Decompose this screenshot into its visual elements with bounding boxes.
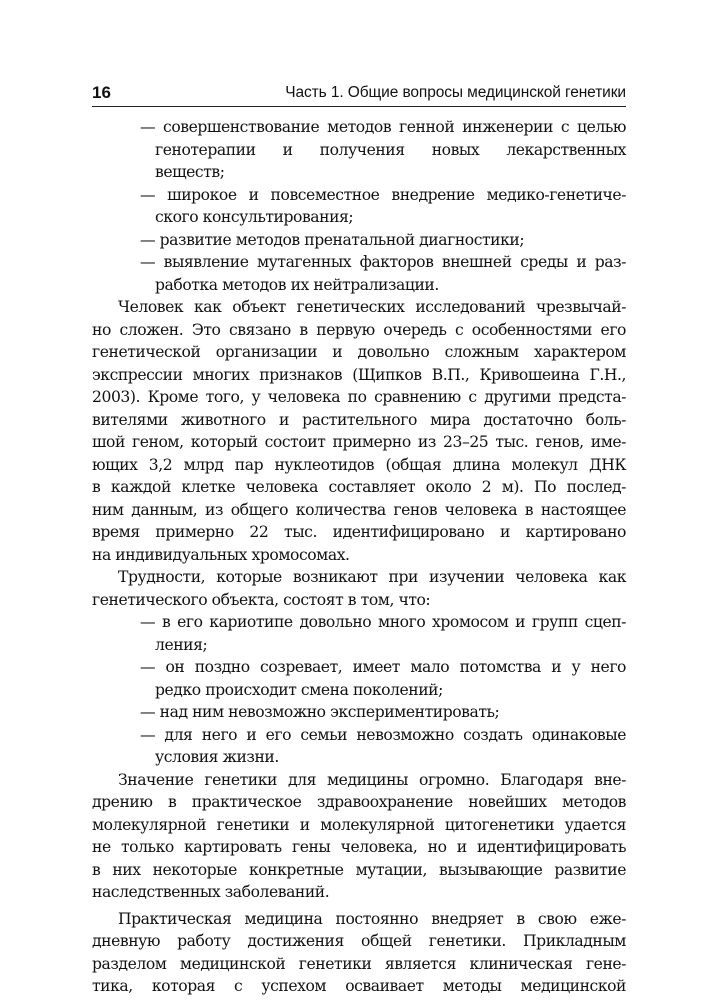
paragraph-line: время примерно 22 тыс. идентифицировано и картировано (92, 523, 626, 541)
page-number: 16 (92, 83, 111, 102)
paragraph-line: не только картировать гены человека, но и идентифицировать (92, 838, 626, 856)
list-item-line: ского консультирования; (155, 208, 354, 226)
paragraph-line: молекулярной генетики и молекулярной цитогенетики удается (92, 815, 626, 834)
paragraph-line: Трудности, которые возникают при изучении человека как (118, 568, 626, 586)
list-item-line: — развитие методов пренатальной диагностики; (140, 230, 525, 249)
running-header (92, 82, 626, 107)
paragraph-line: наследственных заболеваний. (92, 883, 330, 901)
paragraph-line: 2003). Кроме того, у человека по сравнению с другими предста- (92, 388, 626, 406)
list-item-line: редко происходит смена поколений; (155, 680, 443, 699)
list-item-line: — он поздно созревает, имеет мало потомства и у него (140, 658, 626, 676)
paragraph-line: в каждой клетке человека составляет около 2 м). По послед- (92, 478, 626, 496)
paragraph-line: дрению в практическое здравоохранение новейших методов (92, 793, 626, 811)
running-title: Часть 1. Общие вопросы медицинской генетики (285, 84, 626, 101)
list-item-line: — выявление мутагенных факторов внешней среды и раз- (140, 253, 626, 271)
list-item-line: — для него и его семьи невозможно создать одинаковые (140, 725, 626, 744)
list-item-line: работка методов их нейтрализации. (155, 275, 439, 294)
paragraph-line: Практическая медицина постоянно внедряет в свою еже- (118, 909, 626, 928)
paragraph-line: на индивидуальных хромосомах. (92, 545, 350, 564)
paragraph-line: вителями животного и растительного мира достаточно боль- (92, 410, 626, 429)
list-item-line: — широкое и повсеместное внедрение медико-генетиче- (140, 185, 626, 204)
paragraph-line: ющих 3,2 млрд пар нуклеотидов (общая длина молекул ДНК (92, 455, 626, 474)
list-item-line: условия жизни. (155, 748, 279, 766)
paragraph-line: но сложен. Это связано в первую очередь с особенностями его (92, 320, 626, 339)
paragraph-line: Значение генетики для медицины огромно. Благодаря вне- (118, 770, 626, 789)
list-item-line: ления; (155, 635, 208, 654)
paragraph-line: генетической организации и довольно сложным характером (92, 343, 626, 361)
paragraph-line: шой геном, который состоит примерно из 23–25 тыс. генов, име- (92, 433, 626, 451)
paragraph-line: разделом медицинской генетики является клиническая гене- (92, 954, 626, 973)
paragraph-line: тика, которая с успехом осваивает методы медицинской (92, 977, 626, 995)
list-item-line: — над ним невозможно экспериментировать; (140, 703, 500, 721)
body-text (92, 116, 626, 998)
paragraph-line: ним данным, из общего количества генов человека в настоящее (92, 500, 626, 519)
list-item-line: веществ; (155, 163, 225, 181)
paragraph-line: экспрессии многих признаков (Щипков В.П., Кривошеина Г.Н., (92, 365, 626, 384)
paragraph-line: дневную работу достижения общей генетики. Прикладным (92, 932, 626, 950)
list-item-line: — совершенствование методов генной инженерии с целью (140, 118, 626, 136)
paragraph-line: генетического объекта, состоят в том, что: (92, 590, 431, 609)
paragraph-line: Человек как объект генетических исследований чрезвычай- (118, 298, 626, 316)
paragraph-line: в них некоторые конкретные мутации, вызывающие развитие (92, 860, 626, 879)
list-item-line: — в его кариотипе довольно много хромосом и групп сцеп- (140, 613, 626, 631)
list-item-line: генотерапии и получения новых лекарственных (155, 140, 626, 159)
